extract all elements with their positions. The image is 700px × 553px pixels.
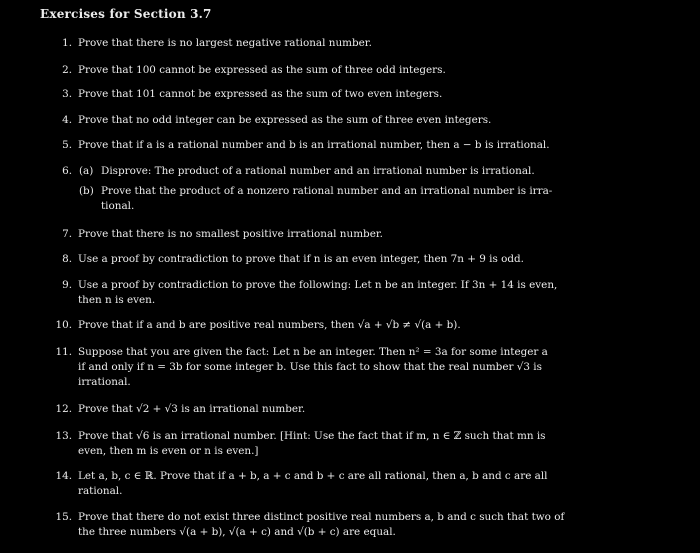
exercise-number: 8. [62,253,72,265]
exercise-text: Let a, b, c ∈ ℝ. Prove that if a + b, a + c and b + c are all rational, then a, b and c are all [78,470,548,482]
exercise-text-cont: then n is even. [78,294,156,306]
exercise-text: Suppose that you are given the fact: Let n be an integer. Then n² = 3a for some integer a [78,346,548,358]
exercise-number: 15. [55,511,72,523]
exercise-6a [79,164,619,179]
exercise-number: 11. [55,346,72,358]
exercise-14 [50,469,620,499]
exercise-number: 5. [62,139,72,151]
exercise-7 [50,227,620,242]
exercise-number: 12. [55,403,72,415]
exercise-number: 14. [55,470,72,482]
exercise-6b [79,184,619,214]
exercise-10 [50,318,620,333]
exercise-3 [50,87,620,102]
exercise-text-cont: irrational. [78,376,131,388]
exercise-number: 13. [55,430,72,442]
section-title: Exercises for Section 3.7 [40,7,212,21]
exercise-text: Prove that if a and b are positive real numbers, then √a + √b ≠ √(a + b). [78,319,461,331]
exercise-5 [50,138,620,153]
exercise-text-cont: if and only if n = 3b for some integer b. Use this fact to show that the real number √3 is [78,361,542,373]
part-text: Disprove: The product of a rational number and an irrational number is irrational. [101,165,535,177]
exercise-text: Prove that there is no smallest positive irrational number. [78,228,383,240]
exercise-text: Prove that √2 + √3 is an irrational number. [78,403,306,415]
exercise-text: Prove that 100 cannot be expressed as the sum of three odd integers. [78,64,446,76]
exercise-number: 10. [55,319,72,331]
exercise-12 [50,402,620,417]
part-text: Prove that the product of a nonzero rational number and an irrational number is irra- [101,185,553,197]
exercise-11 [50,345,620,390]
exercise-13 [50,429,620,459]
exercise-number: 6. [62,165,72,177]
exercise-1 [50,36,620,51]
part-label: (b) [79,185,94,197]
part-text-cont: tional. [101,200,135,212]
exercise-number: 4. [62,114,72,126]
exercise-text: Prove that √6 is an irrational number. [Hint: Use the fact that if m, n ∈ ℤ such that mn is [78,430,546,442]
exercise-number: 7. [62,228,72,240]
exercise-9 [50,278,620,308]
exercise-number: 9. [62,279,72,291]
exercise-4 [50,113,620,128]
exercise-number: 3. [62,88,72,100]
exercise-text: Prove that 101 cannot be expressed as the sum of two even integers. [78,88,443,100]
exercise-text-cont: rational. [78,485,123,497]
exercise-text: Prove that no odd integer can be expressed as the sum of three even integers. [78,114,492,126]
exercise-number: 1. [62,37,72,49]
exercise-2 [50,63,620,78]
exercise-text-cont: even, then m is even or n is even.] [78,445,259,457]
part-label: (a) [79,165,94,177]
exercise-number: 2. [62,64,72,76]
exercise-text: Use a proof by contradiction to prove that if n is an even integer, then 7n + 9 is odd. [78,253,524,265]
exercise-15 [50,510,620,540]
exercise-text: Use a proof by contradiction to prove the following: Let n be an integer. If 3n + 14 is even, [78,279,558,291]
exercise-text-cont: the three numbers √(a + b), √(a + c) and √(b + c) are equal. [78,526,396,538]
exercise-text: Prove that if a is a rational number and b is an irrational number, then a − b is irrational. [78,139,550,151]
exercise-text: Prove that there is no largest negative rational number. [78,37,372,49]
exercise-text: Prove that there do not exist three distinct positive real numbers a, b and c such that two of [78,511,565,523]
exercise-8 [50,252,620,267]
